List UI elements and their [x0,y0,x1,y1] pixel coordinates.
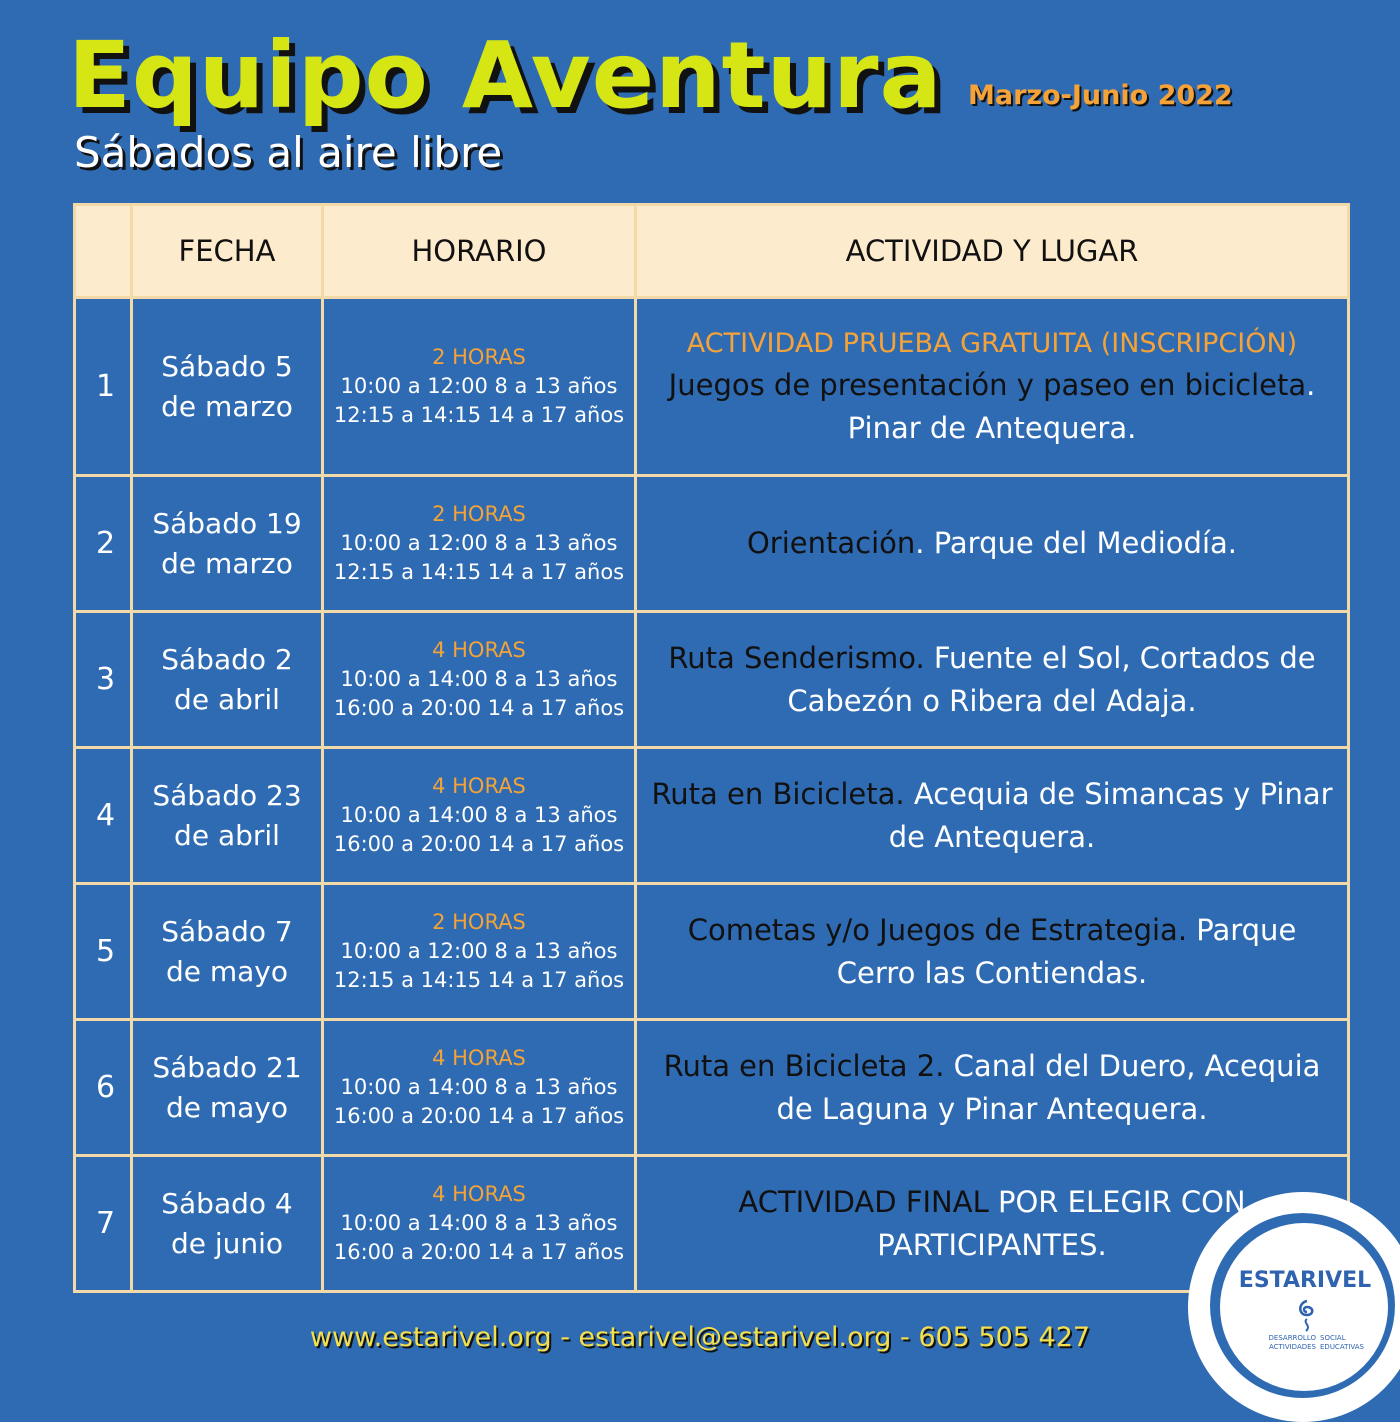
hours-line: 10:00 a 14:00 8 a 13 años [340,1075,618,1099]
hours-duration: 4 HORAS [432,638,526,662]
row-date: Sábado 2 de abril [132,612,323,748]
hours-line: 10:00 a 14:00 8 a 13 años [340,667,618,691]
hours-line: 16:00 a 20:00 14 a 17 años [333,832,625,856]
hours-line: 12:15 a 14:15 14 a 17 años [333,560,625,584]
row-number: 7 [75,1156,132,1292]
header-fecha: FECHA [132,205,323,298]
hours-line: 10:00 a 12:00 8 a 13 años [340,531,618,555]
row-number: 1 [75,298,132,476]
hours-line: 16:00 a 20:00 14 a 17 años [333,1104,625,1128]
table-row [75,1020,1349,1156]
row-hours [323,884,636,1020]
row-number: 2 [75,476,132,612]
activity-main: Ruta en Bicicleta 2. [663,1048,945,1083]
hours-duration: 4 HORAS [432,774,526,798]
table-row [75,1156,1349,1292]
hours-line: 16:00 a 20:00 14 a 17 años [333,1240,625,1264]
logo-tag-right: SOCIAL EDUCATIVAS [1320,1334,1364,1351]
hours-line: 10:00 a 12:00 8 a 13 años [340,374,618,398]
hours-line: 10:00 a 12:00 8 a 13 años [340,939,618,963]
activity-main: ACTIVIDAD FINAL [738,1184,989,1219]
row-number: 5 [75,884,132,1020]
row-activity [636,884,1349,1020]
row-activity [636,298,1349,476]
swirl-icon [1292,1295,1322,1335]
hours-line: 10:00 a 14:00 8 a 13 años [340,1211,618,1235]
logo-tag-left: DESARROLLO ACTIVIDADES [1268,1334,1316,1351]
page-title: Equipo Aventura [68,22,943,129]
hours-duration: 4 HORAS [432,1182,526,1206]
period-label: Marzo-Junio 2022 [968,80,1233,111]
hours-line: 12:15 a 14:15 14 a 17 años [333,968,625,992]
row-date: Sábado 7 de mayo [132,884,323,1020]
header-number [75,205,132,298]
activity-main: Juegos de presentación y paseo en bicicleta [668,367,1307,402]
row-date: Sábado 5 de marzo [132,298,323,476]
header-actividad: ACTIVIDAD Y LUGAR [636,205,1349,298]
activity-place: Canal del Duero, Acequia de Laguna y Pinar Antequera. [776,1048,1321,1126]
row-hours [323,1156,636,1292]
schedule-table [73,203,1350,1293]
activity-place: Fuente el Sol, Cortados de Cabezón o Ribera del Adaja. [787,640,1316,718]
row-hours [323,1020,636,1156]
hours-line: 12:15 a 14:15 14 a 17 años [333,403,625,427]
row-number: 6 [75,1020,132,1156]
row-hours [323,748,636,884]
hours-line: 10:00 a 14:00 8 a 13 años [340,803,618,827]
row-hours [323,476,636,612]
activity-place: Acequia de Simancas y Pinar de Antequera. [888,776,1333,854]
activity-place: . Pinar de Antequera. [847,367,1316,445]
table-row [75,298,1349,476]
activity-main: Orientación [746,526,916,560]
activity-main: Ruta en Bicicleta. [651,776,905,811]
row-number: 3 [75,612,132,748]
row-activity [636,612,1349,748]
row-date: Sábado 23 de abril [132,748,323,884]
row-hours [323,298,636,476]
row-date: Sábado 4 de junio [132,1156,323,1292]
logo-name: ESTARIVEL [1238,1268,1372,1293]
activity-place: . Parque del Mediodía. [915,526,1237,560]
row-activity [636,748,1349,884]
row-date: Sábado 21 de mayo [132,1020,323,1156]
hours-duration: 4 HORAS [432,1046,526,1070]
table-row [75,476,1349,612]
row-date: Sábado 19 de marzo [132,476,323,612]
hours-duration: 2 HORAS [432,345,526,369]
row-number: 4 [75,748,132,884]
table-header-row [75,205,1349,298]
activity-highlight: ACTIVIDAD PRUEBA GRATUITA (INSCRIPCIÓN) [686,327,1298,359]
activity-place: POR ELEGIR CON PARTICIPANTES. [877,1184,1246,1262]
row-hours [323,612,636,748]
hours-duration: 2 HORAS [432,910,526,934]
activity-place: Parque Cerro las Contiendas. [836,912,1297,990]
hours-line: 16:00 a 20:00 14 a 17 años [333,696,625,720]
activity-main: Cometas y/o Juegos de Estrategia. [687,912,1188,947]
header-horario: HORARIO [323,205,636,298]
page-subtitle: Sábados al aire libre [74,128,503,177]
hours-duration: 2 HORAS [432,502,526,526]
activity-main: Ruta Senderismo. [668,640,925,675]
table-row [75,748,1349,884]
contact-footer: www.estarivel.org - estarivel@estarivel.org - 605 505 427 [309,1322,1091,1353]
table-row [75,884,1349,1020]
row-activity [636,476,1349,612]
table-row [75,612,1349,748]
row-activity [636,1020,1349,1156]
